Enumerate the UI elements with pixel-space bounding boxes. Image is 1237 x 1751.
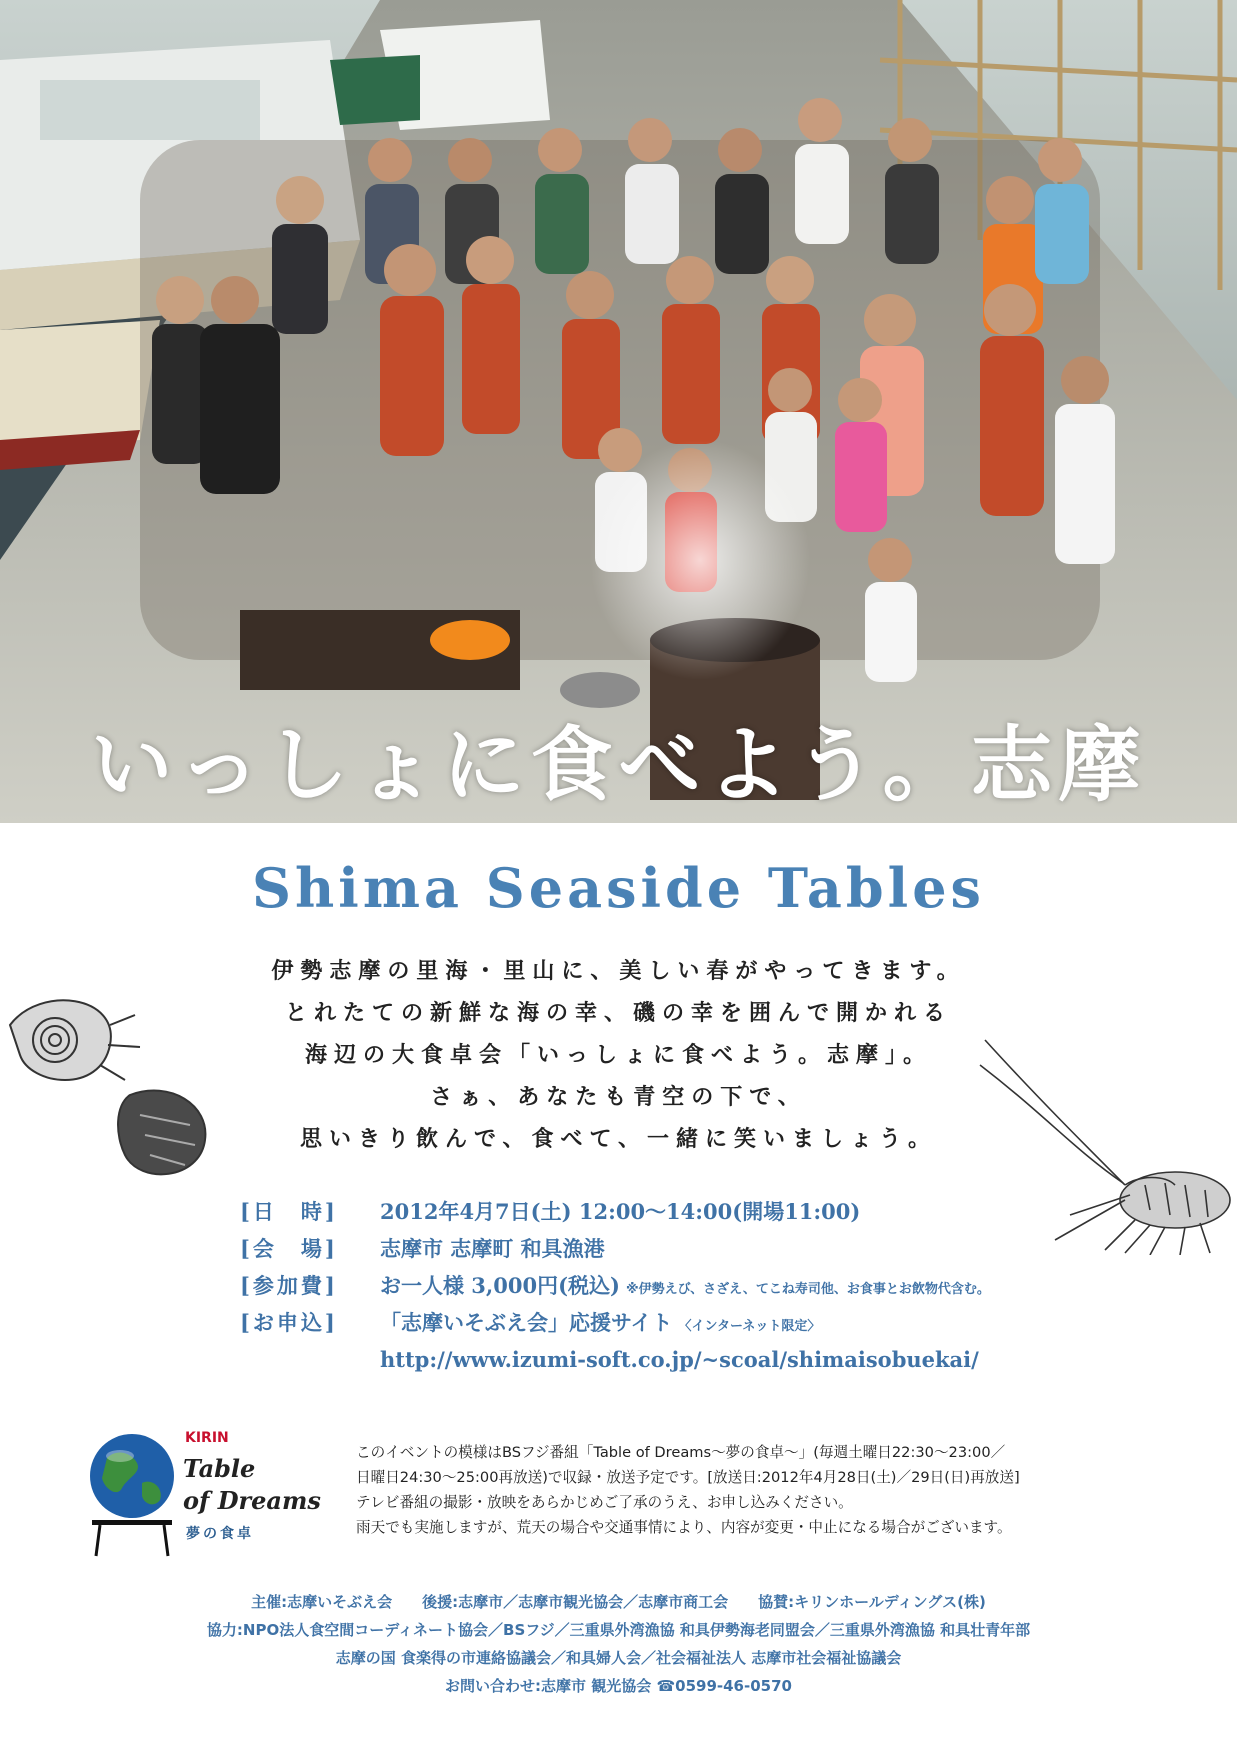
- fee-row: [240, 1267, 1220, 1304]
- event-details: [240, 1193, 1220, 1378]
- tv-info-line: テレビ番組の撮影・放映をあらかじめご了承のうえ、お申し込みください。: [356, 1494, 853, 1511]
- hero-title: いっしょに食べよう。志摩: [90, 718, 1147, 813]
- venue-row: [240, 1230, 1220, 1267]
- apply-url-link[interactable]: http://www.izumi-soft.co.jp/~scoal/shimaisobuekai/: [380, 1347, 979, 1372]
- date-label: [日 時]: [240, 1199, 338, 1224]
- apply-note: 〈インターネット限定〉: [678, 1319, 821, 1334]
- date-value: 2012年4月7日(土) 12:00〜14:00(開場11:00): [380, 1199, 861, 1224]
- tv-info-line: このイベントの模様はBSフジ番組「Table of Dreams〜夢の食卓〜」(毎週土曜日22:30〜23:00／: [356, 1444, 1006, 1461]
- intro-text: [200, 950, 1037, 1160]
- credits-line: 主催:志摩いそぶえ会 後援:志摩市／志摩市観光協会／志摩市商工会 協賛:キリンホールディングス(株): [251, 1593, 986, 1611]
- kirin-jp-title: 夢の食卓: [186, 1526, 254, 1542]
- tv-info-line: 日曜日24:30〜25:00再放送)で収録・放送予定です。[放送日:2012年4月28日(土)／29日(日)再放送]: [356, 1469, 1020, 1486]
- apply-value: 「志摩いそぶえ会」応援サイト: [380, 1310, 673, 1335]
- url-row: [240, 1341, 1220, 1378]
- globe-table-icon: [82, 1428, 182, 1558]
- fee-note: ※伊勢えび、さざえ、てこね寿司他、お食事とお飲物代含む。: [625, 1282, 990, 1297]
- venue-value: 志摩市 志摩町 和具漁港: [380, 1236, 605, 1261]
- kirin-title-line2: of Dreams: [183, 1486, 321, 1515]
- fee-value: お一人様 3,000円(税込): [380, 1273, 620, 1298]
- intro-line: 海辺の大食卓会「いっしょに食べよう。志摩」。: [304, 1042, 932, 1068]
- shell-illustration-icon: [0, 985, 215, 1185]
- intro-line: とれたての新鮮な海の幸、磯の幸を囲んで開かれる: [284, 1000, 952, 1026]
- apply-label: [お申込]: [240, 1310, 338, 1335]
- kirin-title-line1: Table: [183, 1454, 256, 1483]
- fee-label: [参加費]: [240, 1273, 338, 1298]
- intro-line: 思いきり飲んで、食べて、一緒に笑いましょう。: [299, 1126, 938, 1152]
- date-row: [240, 1193, 1220, 1230]
- kirin-table-of-dreams-logo: [82, 1428, 342, 1558]
- venue-label: [会 場]: [240, 1236, 338, 1261]
- apply-row: [240, 1304, 1220, 1341]
- credits-line: 志摩の国 食楽得の市連絡協議会／和具婦人会／社会福祉法人 志摩市社会福祉協議会: [335, 1649, 902, 1667]
- intro-line: 伊勢志摩の里海・里山に、美しい春がやってきます。: [271, 958, 966, 984]
- kirin-brand: KIRIN: [185, 1430, 229, 1446]
- intro-line: さぁ、あなたも青空の下で、: [430, 1084, 807, 1110]
- credits: [0, 1588, 1237, 1700]
- event-title-english: Shima Seaside Tables: [252, 856, 985, 920]
- tv-broadcast-info: [356, 1440, 1156, 1540]
- credits-line: 協力:NPO法人食空間コーディネート協会／BSフジ／三重県外湾漁協 和具伊勢海老同盟会／三重県外湾漁協 和具壮青年部: [206, 1621, 1031, 1639]
- tv-info-line: 雨天でも実施しますが、荒天の場合や交通事情により、内容が変更・中止になる場合がございます。: [356, 1519, 1012, 1536]
- credits-contact: お問い合わせ:志摩市 観光協会 ☎0599-46-0570: [445, 1677, 792, 1695]
